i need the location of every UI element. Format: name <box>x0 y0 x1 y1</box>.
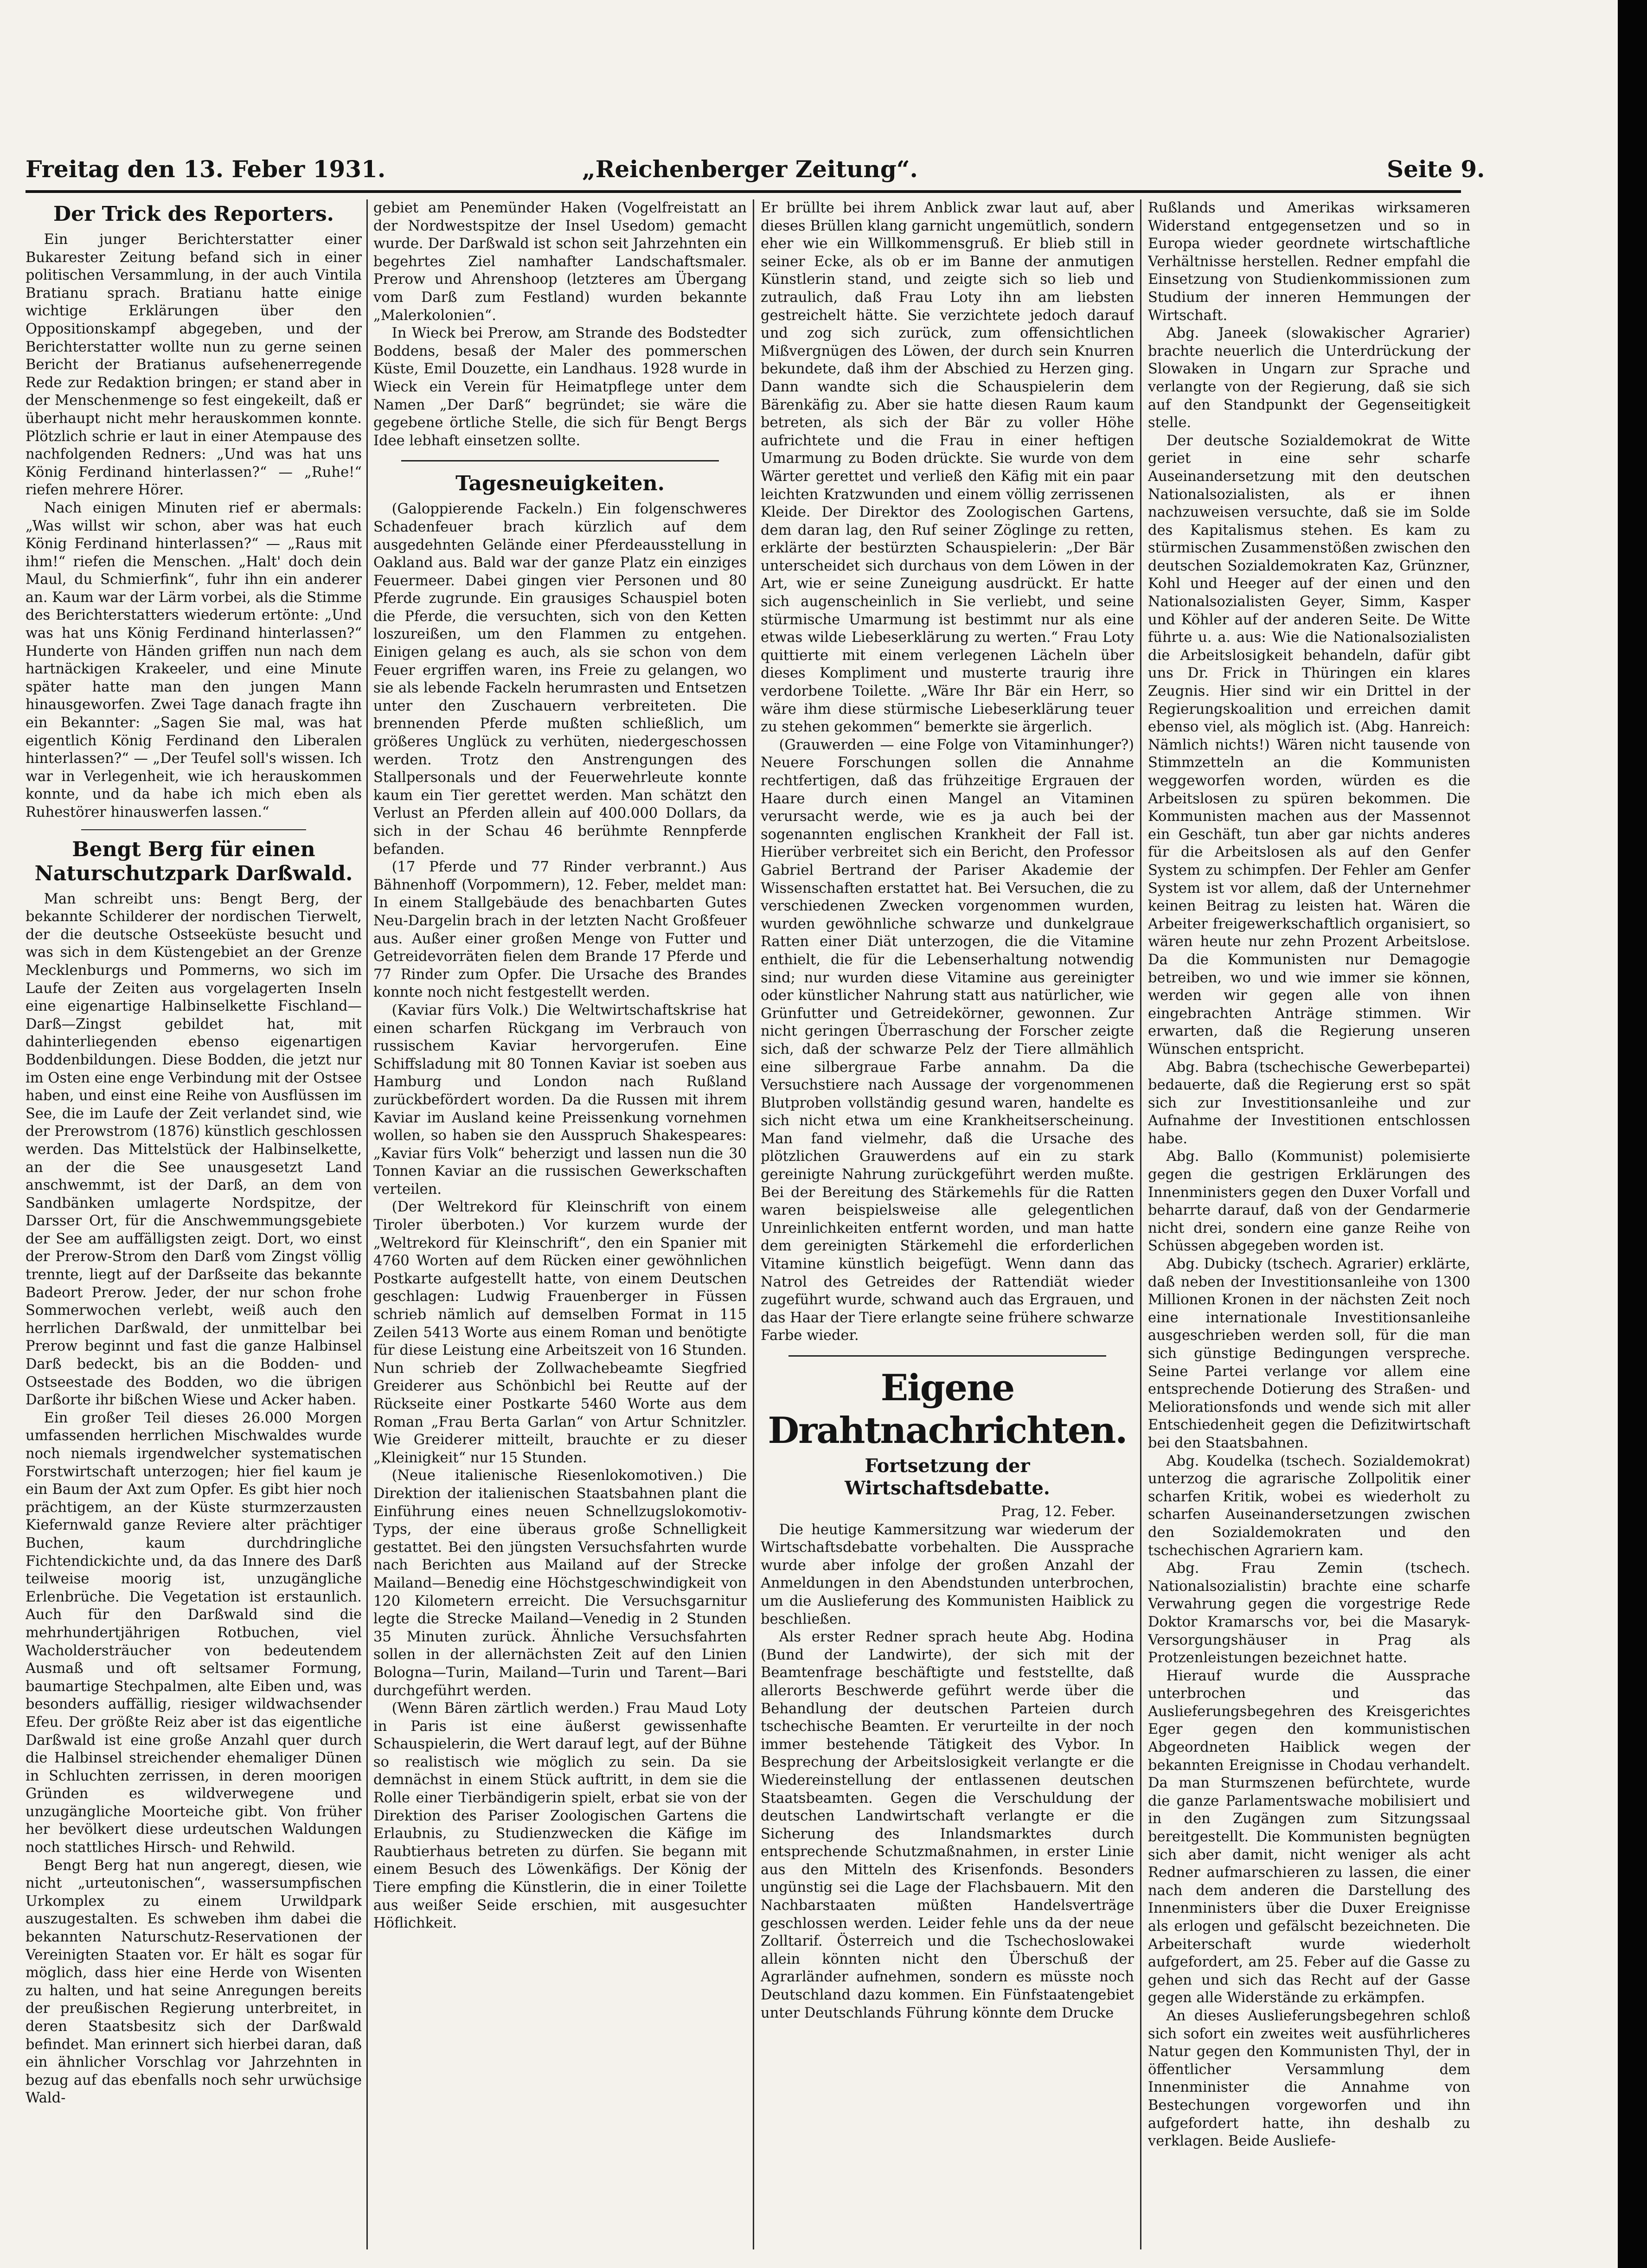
paragraph: Man schreibt uns: Bengt Berg, der bekannte Schilderer der nordischen Tierwelt, der die deutsche Ostseeküste besucht und was sich in dem Küstengebiet an der Grenze Mecklenburgs und Pommerns, wo sich im Laufe der Zeiten aus vorgelagerten Inseln eine eigenartige Halbinselkette Fischland—Darß—Zingst gebildet hat, mit dahinterliegenden ebenso eigenartigen Boddenbildungen. Diese Bodden, die jetzt nur im Osten eine enge Verbindung mit der Ostsee haben, und einst eine Reihe von Ausflüssen im See, die im Laufe der Zeit verlandet sind, wie der Prerowstrom (1876) künstlich geschlossen werden. Das Mittelstück der Halbinselkette, an der die See unausgesetzt Land anschwemmt, ist der Darß, an dem von Sandbänken umlagerte Nordspitze, der Darsser Ort, für die Anschwemmungsgebiete der See am auffälligsten zeigt. Dort, wo einst der Prerow-Strom den Darß vom Zingst völlig trennte, liegt auf der Darßseite das bekannte Badeort Prerow. Jeder, der nur schon frohe Sommerwochen verlebt, weiß auch den herrlichen Darßwald, der unmittelbar bei Prerow beginnt und fast die ganze Halbinsel Darß bedeckt, bis an die Bodden- und Ostseestade des Bodden, wo die übrigen Darßorte ihr bißchen Wiese und Acker haben. <box>26 891 362 1409</box>
paragraph: Nach einigen Minuten rief er abermals: „Was willst wir schon, aber was hat euch König Ferdinand hinterlassen?“ — „Raus mit ihm!“ riefen die Menschen. „Halt' doch dein Maul, du Schmierfink“, fuhr ihn ein anderer an. Kaum war der Lärm vorbei, als die Stimme des Berichterstatters wiederum ertönte: „Und was hat uns König Ferdinand hinterlassen?“ Hunderte von Händen griffen nun nach dem hartnäckigen Krakeeler, und eine Minute später hatte man den jungen Mann hinausgeworfen. Zwei Tage danach fragte ihn ein Bekannter: „Sagen Sie mal, was hat eigentlich König Ferdinand den Liberalen hinterlassen?“ — „Der Teufel soll's wissen. Ich war in Verlegenheit, wie ich herauskommen konnte, und da habe ich mich eben als Ruhestörer hinauswerfen lassen.“ <box>26 500 362 820</box>
paragraph: Bengt Berg hat nun angeregt, diesen, wie nicht „urteutonischen“, wassersumpfischen Urkomplex zu einem Urwildpark auszugestalten. Es schweben ihm dabei die bekannten Naturschutz-Reservationen der Vereinigten Staaten vor. Er hält es sogar für möglich, dass hier eine Herde von Wisenten zu halten, und hat seine Anregungen bereits der preußischen Regierung unterbreitet, in deren Staatsbesitz sich der Darßwald befindet. Man erinnert sich hierbei daran, daß ein ähnlicher Vorschlag vor Jahrzehnten in bezug auf das ebenfalls noch sehr urwüchsige Wald- <box>26 1857 362 2107</box>
separator <box>401 460 719 461</box>
paragraph: Ein junger Berichterstatter einer Bukarester Zeitung befand sich in einer politischen Versammlung, in der auch Vintila Bratianu sprach. Bratianu hatte einige wichtige Erklärungen über den Oppositionskampf abgegeben, und der Berichterstatter wollte nun zu gerne seinen Bericht der Bratianus aufsehenerregende Rede zur Redaktion bringen; er stand aber in der Menschenmenge so fest eingekeilt, daß er überhaupt nicht mehr herauskommen konnte. Plötzlich schrie er laut in einer Atempause des nachfolgenden Redners: „Und was hat uns König Ferdinand hinterlassen?“ — „Ruhe!“ riefen mehrere Hörer. <box>26 231 362 499</box>
header-page-number: Seite 9. <box>1387 155 1485 183</box>
column-rule-1 <box>366 199 368 2249</box>
column-3 <box>761 199 1134 2249</box>
news-item: (Neue italienische Riesenlokomotiven.) Die Direktion der italienischen Staatsbahnen plant die Einführung eines neuen Schnellzugslokomotiv-Typs, der eine überaus große Schnelligkeit gestattet. Bei den jüngsten Versuchsfahrten wurde nach Berichten aus Mailand auf der Strecke Mailand—Benedig eine Höchstgeschwindigkeit von 120 Kilometern erreicht. Die Versuchsgarnitur legte die Strecke Mailand—Venedig in 2 Stunden 35 Minuten zurück. Ähnliche Versuchsfahrten sollen in der allernächsten Zeit auf den Linien Bologna—Turin, Mailand—Turin und Tarent—Bari durchgeführt werden. <box>373 1467 747 1699</box>
paragraph: An dieses Auslieferungsbegehren schloß sich sofort ein zweites weit ausführlicheres Natur gegen den Kommunisten Thyl, der in öffentlicher Versammlung dem Innenminister die Annahme von Bestechungen vorgeworfen und ihn aufgefordert hatte, ihn deshalb zu verklagen. Beide Ausliefe- <box>1148 2007 1470 2150</box>
paragraph: Abg. Babra (tschechische Gewerbepartei) bedauerte, daß die Regierung erst so spät sich zur Investitionsanleihe und zur Aufnahme der Investitionen entschlossen habe. <box>1148 1059 1470 1147</box>
separator <box>81 829 306 830</box>
article-title-wirtschaftsdebatte: Fortsetzung der Wirtschaftsdebatte. <box>845 1455 1050 1499</box>
paragraph: Rußlands und Amerikas wirksameren Widerstand entgegensetzen und so in Europa wieder geordnete wirtschaftliche Verhältnisse herstellen. Redner empfahl die Einsetzung von Studienkommissionen zum Studium der inneren Hemmungen der Wirtschaft. <box>1148 200 1470 324</box>
header-rule <box>26 190 1461 193</box>
news-item: (17 Pferde und 77 Rinder verbrannt.) Aus Bähnenhoff (Vorpommern), 12. Feber, meldet man: In einem Stallgebäude des benachbarten Gutes Neu-Dargelin brach in der letzten Nacht Großfeuer aus. Außer einer großen Menge von Futter und Getreidevorräten fielen dem Brande 17 Pferde und 77 Rinder zum Opfer. Die Ursache des Brandes konnte noch nicht festgestellt werden. <box>373 859 747 1001</box>
column-2 <box>373 199 747 2249</box>
news-item: (Kaviar fürs Volk.) Die Weltwirtschaftskrise hat einen scharfen Rückgang im Verbrauch von russischem Kaviar hervorgerufen. Eine Schiffsladung mit 80 Tonnen Kaviar ist soeben aus Hamburg und London nach Rußland zurückbefördert worden. Da die Russen mit ihrem Kaviar im Ausland keine Preissenkung vornehmen wollen, so haben sie den Ausspruch Shakespeares: „Kaviar fürs Volk“ beherzigt und lassen nun die 30 Tonnen Kaviar an die russischen Gewerkschaften verteilen. <box>373 1002 747 1198</box>
paragraph: Abg. Ballo (Kommunist) polemisierte gegen die gestrigen Erklärungen des Innenministers gegen den Duxer Vorfall und beharrte darauf, daß von der Gendarmerie nicht drei, sondern eine ganze Reihe von Schüssen abgegeben worden ist. <box>1148 1148 1470 1255</box>
article-title-reporter: Der Trick des Reporters. <box>53 202 334 226</box>
paragraph: Hierauf wurde die Aussprache unterbrochen und das Auslieferungsbegehren des Kreisgerichtes Eger gegen den kommunistischen Abgeordneten Haiblick wegen der bekannten Ereignisse in Chodau verhandelt. Da man Sturmszenen befürchtete, wurde die ganze Parlamentswache mobilisiert und in den Zugängen zum Sitzungssaal bereitgestellt. Die Kommunisten begnügten sich aber damit, nicht weniger als acht Redner aufmarschieren zu lassen, die einer nach dem anderen die Darstellung des Innenministers über die Duxer Ereignisse als erlogen und gefälscht bezeichneten. Die Arbeiterschaft wurde wiederholt aufgefordert, am 25. Feber auf die Gasse zu gehen und sich das Recht auf der Gasse gegen alle Widerstände zu erkämpfen. <box>1148 1667 1470 2006</box>
column-rule-3 <box>1140 199 1141 2249</box>
paragraph: Er brüllte bei ihrem Anblick zwar laut auf, aber dieses Brüllen klang garnicht ungemütlich, sondern eher wie ein Willkommensgruß. Er blieb still in seiner Ecke, als ob er im Banne der anmutigen Künstlerin stand, und zeigte sich so lieb und zutraulich, daß Frau Loty ihn am liebsten gestreichelt hätte. Sie verzichtete jedoch darauf und zog sich zurück, zum offensichtlichen Mißvergnügen des Löwen, der durch sein Knurren bekundete, daß ihm der Abschied zu Herzen ging. Dann wandte sich die Schauspielerin dem Bärenkäfig zu. Aber sie hatte diesen Raum kaum betreten, als sich der Bär zu voller Höhe aufrichtete und die Frau in einer heftigen Umarmung zu Boden drückte. Sie wurde von dem Wärter gerettet und verließ den Käfig mit ein paar leichten Kratzwunden und einem völlig zerrissenen Kleide. Der Direktor des Zoologischen Gartens, dem daran lag, den Ruf seiner Zöglinge zu retten, erklärte der bestürzten Schauspielerin: „Der Bär unterscheidet sich durchaus von dem Löwen in der Art, wie er seine Zuneigung ausdrückt. Er hatte sich augenscheinlich in Sie verliebt, und seine stürmische Umarmung ist bestimmt nur als eine etwas wilde Liebeserklärung zu werten.“ Frau Loty quittierte mit einem verlegenen Lächeln über dieses Kompliment und musterte traurig ihre verdorbene Toilette. „Wäre Ihr Bär ein Herr, so wäre ihm diese stürmische Liebeserklärung teuer zu stehen gekommen“ bemerkte sie ärgerlich. <box>761 200 1134 736</box>
news-item: (Grauwerden — eine Folge von Vitaminhunger?) Neuere Forschungen sollen die Annahme rechtfertigen, daß das frühzeitige Ergrauen der Haare durch einen Mangel an Vitaminen verursacht werde, wie es ja auch bei der sogenannten englischen Krankheit der Fall ist. Hierüber verbreitet sich ein Bericht, den Professor Gabriel Bertrand der Pariser Akademie der Wissenschaften erstattet hat. Bei Versuchen, die zu verschiedenen Zwecken vorgenommen wurden, wurden gewöhnliche schwarze und dunkelgraue Ratten einer Diät unterzogen, die die Vitamine enthielt, die für die Lebenserhaltung notwendig sind; nur wurden diese Vitamine aus gereinigter oder künstlicher Nahrung statt aus natürlicher, wie Grünfutter und Getreidekörner, gewonnen. Zur nicht geringen Überraschung der Forscher zeigte sich, daß der schwarze Pelz der Tiere allmählich eine silbergraue Farbe annahm. Da die Versuchstiere nach Aussage der vorgenommenen Blutproben vollständig gesund waren, handelte es sich nicht etwa um eine Krankheitserscheinung. Man fand vielmehr, daß die Ursache des plötzlichen Grauwerdens auf ein zu stark gereinigte Nahrung zurückgeführt werden mußte. Bei der Bereitung des Stärkemehls für die Ratten waren beispielsweise alle gelegentlichen Unreinlichkeiten entfernt worden, und man hatte dem gereinigten Stärkemehl die erforderlichen Vitamine künstlich beigefügt. Wenn dann das Natrol des Getreides der Rattendiät wieder zugeführt wurde, schwand auch das Ergrauen, und das Haar der Tiere erlangte seine frühere schwarze Farbe wieder. <box>761 737 1134 1344</box>
paragraph: Abg. Frau Zemin (tschech. Nationalsozialistin) brachte eine scharfe Verwahrung gegen die vorgestrige Rede Doktor Kramarschs vor, bei die Masaryk-Versorgungshäuser in Prag als Protzenleistungen bezeichnet hatte. <box>1148 1560 1470 1666</box>
paragraph: Abg. Dubicky (tschech. Agrarier) erklärte, daß neben der Investitionsanleihe von 1300 Millionen Kronen in der nächsten Zeit noch eine internationale Investitionsanleihe ausgeschrieben werden soll, für die man sich günstige Bedingungen verspreche. Seine Partei verlange vor allem eine entsprechende Dotierung des Straßen- und Meliorationsfonds und wende sich mit aller Entschiedenheit gegen die Defizitwirtschaft bei den Staatsbahnen. <box>1148 1256 1470 1451</box>
paragraph: Die heutige Kammersitzung war wiederum der Wirtschaftsdebatte vorbehalten. Die Aussprache wurde aber infolge der großen Anzahl der Anmeldungen in den Abendstunden unterbrochen, um die Auslieferung des Kommunisten Haiblick zu beschließen. <box>761 1521 1134 1627</box>
page-header <box>26 155 1485 192</box>
paragraph: Abg. Koudelka (tschech. Sozialdemokrat) unterzog die agrarische Zollpolitik einer scharfen Kritik, wobei es wiederholt zu scharfen Auseinandersetzungen zwischen den Sozialdemokraten und den tschechischen Agrariern kam. <box>1148 1453 1470 1559</box>
section-title-drahtnachrichten: Eigene Drahtnachrichten. <box>768 1367 1127 1452</box>
header-date: Freitag den 13. Feber 1931. <box>26 155 386 183</box>
section-title-tagesneuigkeiten: Tagesneuigkeiten. <box>455 472 665 496</box>
column-1 <box>26 199 362 2249</box>
separator <box>788 1355 1106 1357</box>
news-item: (Der Weltrekord für Kleinschrift von einem Tiroler überboten.) Vor kurzem wurde der „Weltrekord für Kleinschrift“, den ein Spanier mit 4760 Worten auf dem Rücken einer gewöhnlichen Postkarte aufgestellt hatte, von einem Deutschen geschlagen: Ludwig Frauenberger in Füssen schrieb nämlich auf demselben Format in 115 Zeilen 5413 Worte aus einem Roman und benötigte für diese Leistung eine Arbeitszeit von 16 Stunden. Nun schrieb der Zollwachebeamte Siegfried Greiderer aus Schönbichl bei Reutte auf der Rückseite einer Postkarte 5460 Worte aus dem Roman „Frau Berta Garlan“ von Artur Schnitzler. Wie Greiderer mitteilt, brauchte er zu dieser „Kleinigkeit“ nur 15 Stunden. <box>373 1199 747 1466</box>
paragraph: Als erster Redner sprach heute Abg. Hodina (Bund der Landwirte), der sich mit der Beamtenfrage beschäftigte und feststellte, daß allerorts Beschwerde geführt werde über die Behandlung der deutschen Parteien durch tschechische Beamten. Er verurteilte in der noch immer bestehende Tätigkeit des Vybor. In Besprechung der Arbeitslosigkeit verlangte er die Wiedereinstellung der entlassenen deutschen Staatsbeamten. Gegen die Verschuldung der deutschen Landwirtschaft verlangte er die Sicherung des Inlandsmarktes durch entsprechende Schutzmaßnahmen, in erster Linie aus den Mitteln des Krisenfonds. Besonders ungünstig sei die Lage der Flachsbauern. Mit den Nachbarstaaten müßten Handelsverträge geschlossen werden. Leider fehle uns da der neue Zolltarif. Österreich und die Tschechoslowakei allein könnten nicht den Überschuß der Agrarländer aufnehmen, sondern es müsste noch Deutschland dazu kommen. Ein Fünfstaatengebiet unter Deutschlands Führung könnte dem Drucke <box>761 1629 1134 2021</box>
paragraph: Abg. Janeek (slowakischer Agrarier) brachte neuerlich die Unterdrückung der Slowaken in Ungarn zur Sprache und verlangte von der Regierung, daß sie sich auf den Standpunkt der Gegenseitigkeit stelle. <box>1148 325 1470 431</box>
column-rule-2 <box>753 199 754 2249</box>
news-item: (Galoppierende Fackeln.) Ein folgenschweres Schadenfeuer brach kürzlich auf dem ausgedehnten Gelände einer Pferdeausstellung in Oakland aus. Bald war der ganze Platz ein einziges Feuermeer. Dabei gingen vier Personen und 80 Pferde zugrunde. Ein grausiges Schauspiel boten die Pferde, die versuchten, sich von den Ketten loszureißen, um den Flammen zu entgehen. Einigen gelang es auch, als sie schon von dem Feuer ergriffen waren, ins Freie zu gelangen, wo sie als lebende Fackeln herumrasten und Entsetzen unter den Zuschauern verbreiteten. Die brennenden Pferde mußten schließlich, um größeres Unglück zu verhüten, niedergeschossen werden. Trotz den Anstrengungen des Stallpersonals und der Feuerwehrleute konnte kaum ein Tier gerettet werden. Man schätzt den Verlust an Pferden allein auf 400.000 Dollars, da sich in der Schau 46 berühmte Rennpferde befanden. <box>373 501 747 858</box>
column-4 <box>1148 199 1470 2249</box>
header-newspaper: „Reichenberger Zeitung“. <box>582 155 918 183</box>
dateline: Prag, 12. Feber. <box>1001 1504 1115 1520</box>
paragraph: gebiet am Penemünder Haken (Vogelfreistatt an der Nordwestspitze der Insel Usedom) gemacht wurde. Der Darßwald ist schon seit Jahrzehnten ein begehrtes Ziel namhafter Landschaftsmaler. Prerow und Ahrenshoop (letzteres am Übergang vom Darß zum Festland) wurden bekannte „Malerkolonien“. <box>373 200 747 324</box>
article-title-darsswald: Bengt Berg für einen Naturschutzpark Darßwald. <box>34 837 353 885</box>
news-item: (Wenn Bären zärtlich werden.) Frau Maud Loty in Paris ist eine äußerst gewissenhafte Schauspielerin, die Wert darauf legt, auf der Bühne so realistisch wie möglich zu sein. Da sie demnächst in einem Stück auftritt, in dem sie die Rolle einer Tierbändigerin spielt, erbat sie von der Direktion des Pariser Zoologischen Gartens die Erlaubnis, zu Studienzwecken die Käfige im Raubtierhaus betreten zu dürfen. Sie begann mit einem Besuch des Löwenkäfigs. Der König der Tiere empfing die Künstlerin, die in einer Toilette aus weißer Seide erschien, mit ausgesuchter Höflichkeit. <box>373 1700 747 1932</box>
scan-edge-bar <box>1618 0 1647 2268</box>
paragraph: In Wieck bei Prerow, am Strande des Bodstedter Boddens, besaß der Maler des pommerschen Küste, Emil Douzette, ein Landhaus. 1928 wurde in Wieck ein Verein für Heimatpflege unter dem Namen „Der Darß“ begründet; sie wäre die gegebene örtliche Stelle, die sich für Bengt Bergs Idee lebhaft einsetzen sollte. <box>373 325 747 449</box>
paragraph: Ein großer Teil dieses 26.000 Morgen umfassenden herrlichen Mischwaldes wurde noch niemals irgendwelcher systematischen Forstwirtschaft unterzogen; hier fiel kaum je ein Baum der Axt zum Opfer. Es gibt hier noch prächtigem, an der Küste sturmzerzausten Kiefernwald ganze Reviere alter prächtiger Buchen, kaum durchdringliche Fichtendickichte und, da das Innere des Darß teilweise moorig ist, unzugängliche Erlenbrüche. Die Vegetation ist erstaunlich. Auch für den Darßwald sind die mehrhundertjährigen Rotbuchen, viel Wacholdersträucher von bedeutendem Ausmaß und oft seltsamer Formung, baumartige Stechpalmen, alte Eiben und, was besonders auffällig, riesiger wildwachsender Efeu. Der größte Reiz aber ist das eigentliche Darßwald ist eine große Anzahl quer durch die Halbinsel streichender ehemaliger Dünen in Schluchten zerrissen, in deren moorigen Gründen es wildverwegene und unzugängliche Moorteiche gibt. Von früher her bevölkert diese urdeutschen Waldungen noch stattliches Hirsch- und Rehwild. <box>26 1409 362 1856</box>
paragraph: Der deutsche Sozialdemokrat de Witte geriet in eine sehr scharfe Auseinandersetzung mit den deutschen Nationalsozialisten, als er ihnen nachzuweisen versuchte, daß sie im Solde des Kapitalismus stehen. Es kam zu stürmischen Zusammenstößen zwischen den deutschen Sozialdemokraten Kaz, Grünzner, Kohl und Heeger auf der einen und den Nationalsozialisten Geyer, Simm, Kasper und Köhler auf der anderen Seite. De Witte führte u. a. aus: Wie die Nationalsozialisten die Arbeitslosigkeit behandeln, dafür gibt uns Dr. Frick in Thüringen ein klares Zeugnis. Hier sind wir ein Drittel in der Regierungskoalition und erreichen damit ebenso viel, als möglich ist. (Abg. Hanreich: Nämlich nichts!) Wären nicht tausende von Stimmzetteln an die Kommunisten weggeworfen worden, würden es die Arbeitslosen zu spüren bekommen. Die Kommunisten machen aus der Massennot ein Geschäft, tun aber gar nichts anderes für die Arbeitslosen als auf den Genfer System zu schimpfen. Der Fehler am Genfer System ist vor allem, daß der Unternehmer keinen Beitrag zu leisten hat. Wären die Arbeiter freigewerkschaftlich organisiert, so wären heute nur zehn Prozent Arbeitslose. Da die Kommunisten nur Demagogie betreiben, wo und wie immer sie können, werden wir gegen alle von ihnen eingebrachten Anträge stimmen. Wir erwarten, daß die Regierung unseren Wünschen entspricht. <box>1148 432 1470 1057</box>
